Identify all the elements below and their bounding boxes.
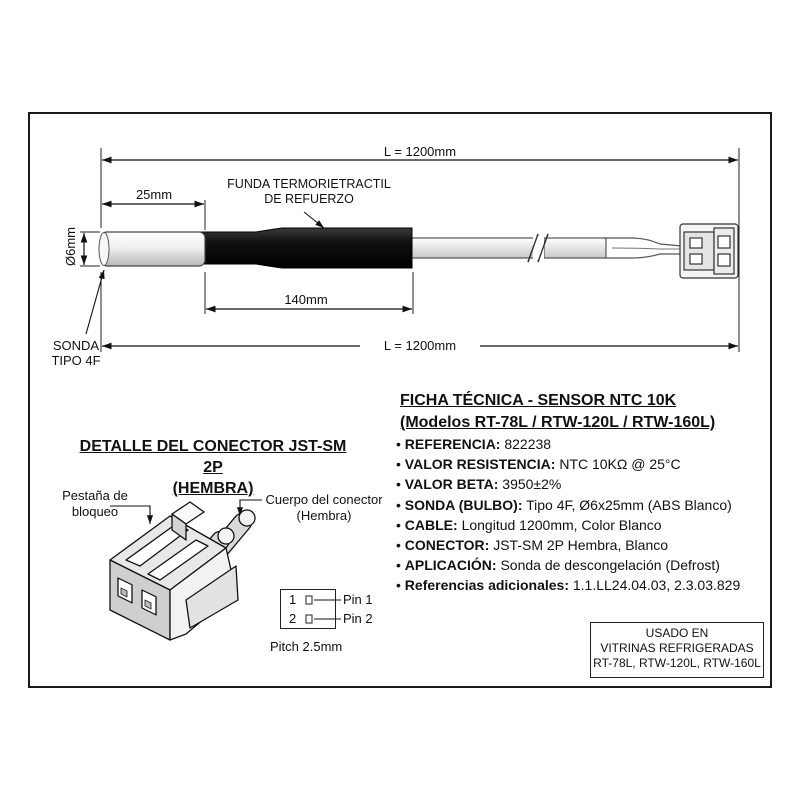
cable (410, 234, 682, 262)
spec-item: • CABLE: Longitud 1200mm, Color Blanco (396, 516, 662, 533)
probe-length-label: 25mm (135, 187, 173, 202)
spec-item: • REFERENCIA: 822238 (396, 436, 552, 452)
pin2-label: Pin 2 (343, 611, 373, 626)
pin1-label: Pin 1 (343, 592, 373, 607)
usage-line3: RT-78L, RTW-120L, RTW-160L (593, 656, 761, 670)
connector-detail-title: DETALLE DEL CONECTOR JST-SM 2P (HEMBRA) (79, 438, 347, 497)
ficha-title-line1: FICHA TÉCNICA - SENSOR NTC 10K (400, 392, 677, 409)
spec-list (396, 434, 740, 596)
ficha-title (400, 390, 715, 434)
spec-item: • SONDA (BULBO): Tipo 4F, Ø6x25mm (ABS Blanco) (396, 496, 732, 513)
spec-item: • CONECTOR: JST-SM 2P Hembra, Blanco (396, 537, 669, 554)
pin1-number: 1 (289, 592, 297, 607)
probe-type-label: SONDA TIPO 4F (51, 338, 101, 368)
pitch-label: Pitch 2.5mm (270, 639, 343, 654)
usage-box (590, 622, 764, 678)
leader-heatshrink (304, 212, 324, 228)
heatshrink-sleeve (200, 228, 412, 268)
usage-line2: VITRINAS REFRIGERADAS (600, 641, 754, 655)
ficha-title-line2: (Modelos RT-78L / RTW-120L / RTW-160L) (400, 414, 716, 431)
latch-label: Pestaña de bloqueo (62, 488, 128, 519)
top-length-label: L = 1200mm (383, 144, 457, 159)
cable-connector (680, 224, 738, 278)
probe-diameter-label: Ø6mm (63, 227, 78, 266)
heatshrink-length-label: 140mm (284, 292, 328, 307)
pin2-number: 2 (289, 611, 297, 626)
heatshrink-label: FUNDA TERMORIETRACTIL DE REFUERZO (227, 177, 391, 206)
probe-bulb (99, 232, 205, 266)
connector-body-label: Cuerpo del conector (Hembra) (265, 492, 383, 523)
spec-item: • VALOR RESISTENCIA: NTC 10KΩ @ 25°C (396, 456, 681, 473)
spec-item: • APLICACIÓN: Sonda de descongelación (Defrost) (396, 557, 720, 574)
bottom-length-label: L = 1200mm (360, 339, 480, 353)
usage-line1: USADO EN (645, 626, 709, 640)
connector-3d-drawing (110, 502, 258, 640)
spec-item: • VALOR BETA: 3950±2% (396, 476, 562, 493)
spec-item: • Referencias adicionales: 1.1.LL24.04.03, 2.3.03.829 (396, 577, 741, 594)
